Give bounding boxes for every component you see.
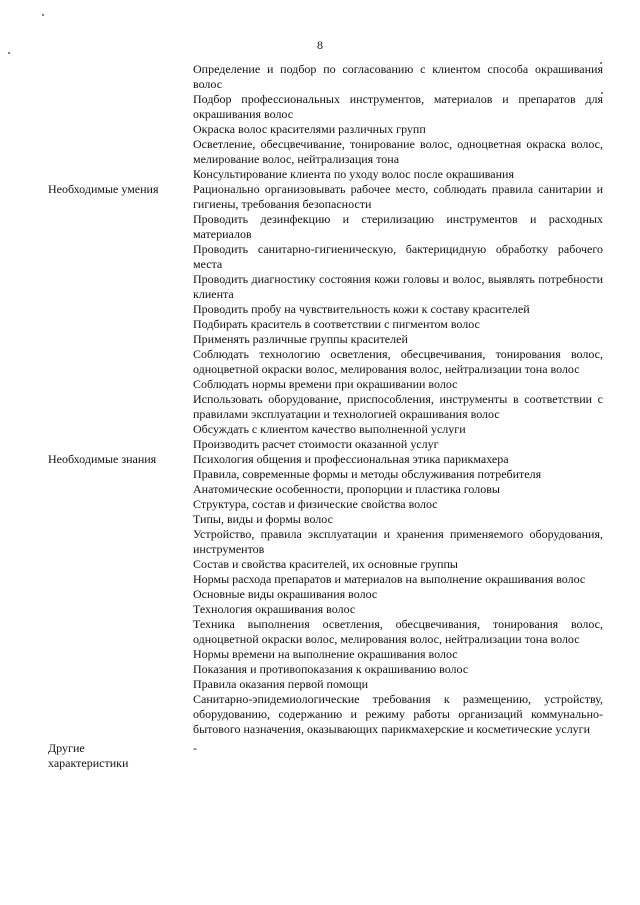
list-item: Нормы расхода препаратов и материалов на выполнение окрашивания волос <box>193 572 586 586</box>
section-skills <box>48 182 603 452</box>
list-item: Проводить пробу на чувствительность кожи к составу красителей <box>193 302 530 316</box>
list-item: Проводить дезинфекцию и стерилизацию инструментов и расходных материалов <box>193 212 603 241</box>
section-continued <box>48 62 603 182</box>
list-item: Санитарно-эпидемиологические требования к размещению, устройству, оборудованию, содержанию и режиму работы организаций коммунально-бытового назначения, оказывающих парикмахерские и косметические услуги <box>193 692 603 736</box>
list-item: Соблюдать технологию осветления, обесцвечивания, тонирования волос, одноцветной окраски волос, мелирования волос, нейтрализации тона волос <box>193 347 603 376</box>
section-items <box>193 741 603 756</box>
list-item: Рационально организовывать рабочее место, соблюдать правила санитарии и гигиены, требования безопасности <box>193 182 603 211</box>
section-label: Другие характеристики <box>48 741 129 770</box>
list-item: Психология общения и профессиональная этика парикмахера <box>193 452 509 466</box>
section-label: Необходимые знания <box>48 452 157 466</box>
list-item: Использовать оборудование, приспособления, инструменты в соответствии с правилами эксплуатации и технологией окрашивания волос <box>193 392 603 421</box>
page-number: 8 <box>317 38 323 52</box>
section-label: Необходимые умения <box>48 182 159 196</box>
section-items <box>193 182 603 452</box>
list-item: Технология окрашивания волос <box>193 602 356 616</box>
list-item: Правила оказания первой помощи <box>193 677 369 691</box>
list-item: Определение и подбор по согласованию с клиентом способа окрашивания волос <box>193 62 603 91</box>
list-item: Техника выполнения осветления, обесцвечивания, тонирования волос, одноцветной окраски волос, мелирования волос, нейтрализации тона волос <box>193 617 603 646</box>
list-item: Устройство, правила эксплуатации и хранения применяемого оборудования, инструментов <box>193 527 603 556</box>
list-item: Структура, состав и физические свойства волос <box>193 497 438 511</box>
scan-speck <box>42 14 44 16</box>
list-item: Подбор профессиональных инструментов, материалов и препаратов для окрашивания волос <box>193 92 603 121</box>
section-other <box>48 741 603 771</box>
list-item: Окраска волос красителями различных групп <box>193 122 426 136</box>
document-body <box>48 62 603 771</box>
scan-speck <box>8 52 10 54</box>
list-item: Консультирование клиента по уходу волос после окрашивания <box>193 167 514 181</box>
list-item: Производить расчет стоимости оказанной услуг <box>193 437 439 451</box>
section-items <box>193 62 603 182</box>
section-knowledge <box>48 452 603 737</box>
list-item: Показания и противопоказания к окрашиванию волос <box>193 662 469 676</box>
list-item: - <box>193 741 197 755</box>
list-item: Проводить диагностику состояния кожи головы и волос, выявлять потребности клиента <box>193 272 603 301</box>
list-item: Подбирать краситель в соответствии с пигментом волос <box>193 317 480 331</box>
list-item: Осветление, обесцвечивание, тонирование волос, одноцветная окраска волос, мелирование волос, нейтрализация тона <box>193 137 603 166</box>
list-item: Нормы времени на выполнение окрашивания волос <box>193 647 458 661</box>
section-items <box>193 452 603 737</box>
list-item: Обсуждать с клиентом качество выполненной услуги <box>193 422 466 436</box>
list-item: Соблюдать нормы времени при окрашивании волос <box>193 377 458 391</box>
list-item: Типы, виды и формы волос <box>193 512 333 526</box>
list-item: Состав и свойства красителей, их основные группы <box>193 557 458 571</box>
list-item: Применять различные группы красителей <box>193 332 408 346</box>
list-item: Правила, современные формы и методы обслуживания потребителя <box>193 467 542 481</box>
list-item: Анатомические особенности, пропорции и пластика головы <box>193 482 500 496</box>
list-item: Основные виды окрашивания волос <box>193 587 378 601</box>
list-item: Проводить санитарно-гигиеническую, бактерицидную обработку рабочего места <box>193 242 603 271</box>
